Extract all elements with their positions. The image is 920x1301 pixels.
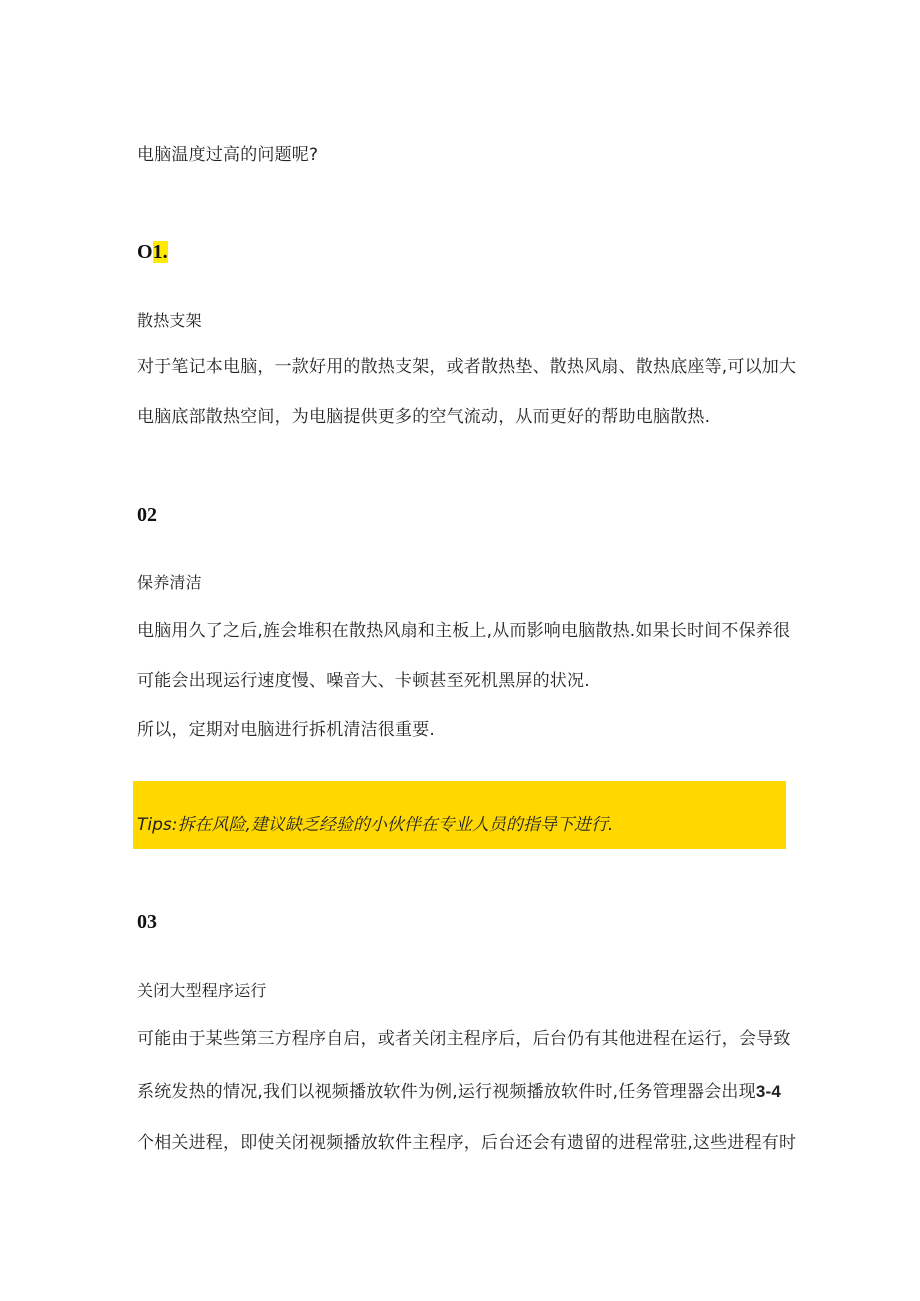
section-2-line-1: 电脑用久了之后,旌会堆积在散热风扇和主板上,从而影响电脑散热.如果长时间不保养很 bbox=[137, 621, 791, 641]
section-2-line-3: 所以，定期对电脑进行拆机清洁很重要. bbox=[137, 720, 436, 740]
section-2-number: 02 bbox=[137, 504, 157, 526]
section-1-title: 散热支架 bbox=[137, 311, 202, 330]
tips-text: Tips:拆在风险,建议缺乏经验的小伙伴在专业人员的指导下进行. bbox=[137, 815, 614, 835]
section-3-bold-range: 3-4 bbox=[755, 1082, 781, 1101]
tips-box bbox=[133, 781, 786, 849]
section-3-line-1: 可能由于某些第三方程序自启，或者关闭主程序后，后台仍有其他进程在运行，会导致 bbox=[137, 1029, 791, 1049]
section-3-line-3: 个相关进程，即使关闭视频播放软件主程序，后台还会有遗留的进程常驻,这些进程有时 bbox=[137, 1133, 797, 1153]
section-1-line-2: 电脑底部散热空间，为电脑提供更多的空气流动，从而更好的帮助电脑散热. bbox=[137, 407, 711, 427]
section-3-line-2-text: 系统发热的情况,我们以视频播放软件为例,运行视频播放软件时,任务管理器会出现 bbox=[137, 1082, 756, 1102]
section-1-line-1: 对于笔记本电脑，一款好用的散热支架，或者散热垫、散热风扇、散热底座等,可以加大 bbox=[137, 357, 797, 377]
section-3-line-2 bbox=[137, 1080, 781, 1104]
section-2-title: 保养清洁 bbox=[137, 573, 202, 592]
section-3-title: 关闭大型程序运行 bbox=[137, 981, 267, 1000]
section-3-number: 03 bbox=[137, 911, 157, 933]
section-2-line-2: 可能会出现运行速度慢、噪音大、卡顿甚至死机黑屏的状况. bbox=[137, 671, 590, 691]
intro-line: 电脑温度过高的问题呢? bbox=[137, 145, 319, 165]
section-1-number-highlight: 1. bbox=[152, 241, 168, 263]
section-1-number bbox=[137, 239, 168, 265]
section-1-number-plain: O bbox=[137, 241, 153, 263]
